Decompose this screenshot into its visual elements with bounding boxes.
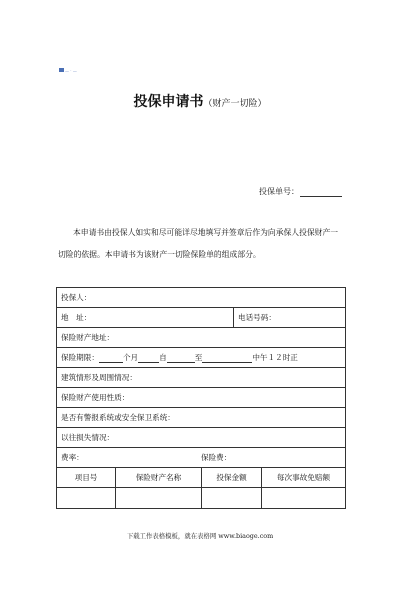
property-name-input[interactable] — [115, 488, 201, 508]
row-loss-history — [57, 428, 345, 448]
alarm-label: 是否有警报系统或安全保卫系统： — [61, 413, 175, 422]
page-title — [0, 91, 400, 111]
period-pre-from-blank[interactable] — [138, 353, 159, 363]
document-logo-icon — [59, 68, 64, 72]
row-property-address — [57, 328, 345, 348]
title-sub: （财产一切险） — [203, 99, 267, 109]
row-insured — [57, 288, 345, 308]
period-months-blank[interactable] — [99, 353, 123, 363]
column-insured-amount: 投保金额 — [201, 468, 261, 487]
period-from-blank[interactable] — [167, 353, 195, 363]
phone-cell — [233, 308, 345, 327]
period-label: 保险期限： — [61, 353, 99, 362]
row-rate-premium — [57, 448, 345, 468]
title-main: 投保申请书 — [133, 94, 204, 110]
policy-number-label: 投保单号： — [259, 187, 299, 196]
phone-label: 电话号码： — [238, 313, 276, 322]
column-deductible: 每次事故免赔额 — [261, 468, 345, 487]
row-alarm — [57, 408, 345, 428]
loss-history-label: 以往损失情况： — [61, 433, 115, 442]
column-item-no: 项目号 — [74, 473, 98, 482]
rate-label: 费率： — [61, 453, 84, 462]
document-logo — [59, 67, 77, 73]
policy-number-blank[interactable] — [300, 187, 342, 197]
column-property-name: 保险财产名称 — [115, 468, 201, 487]
deductible-input[interactable] — [261, 488, 345, 508]
usage-label: 保险财产使用性质： — [61, 393, 130, 402]
period-months-label: 个月 — [122, 353, 139, 362]
address-label: 地 址： — [61, 313, 92, 322]
premium-label: 保险费： — [201, 453, 232, 462]
property-address-label: 保险财产地址： — [61, 333, 115, 342]
row-usage — [57, 388, 345, 408]
table-header — [57, 468, 345, 488]
insured-label: 投保人： — [61, 293, 92, 302]
document-logo-text: — · — — [65, 67, 77, 73]
table-row — [57, 488, 345, 508]
period-from-label: 自 — [159, 353, 167, 362]
row-address — [57, 308, 345, 328]
building-label: 建筑情形及周围情况： — [61, 373, 137, 382]
insured-amount-input[interactable] — [201, 488, 261, 508]
row-period — [57, 348, 345, 368]
premium-cell — [197, 448, 345, 467]
rate-cell — [57, 448, 197, 467]
row-building — [57, 368, 345, 388]
item-no-input[interactable] — [57, 488, 115, 508]
period-to-label: 至 — [194, 353, 203, 362]
period-to-blank[interactable] — [202, 353, 252, 363]
application-form — [56, 287, 346, 509]
period-end-label: 中午１２时正 — [252, 353, 298, 362]
intro-paragraph: 本申请书由投保人如实和尽可能详尽地填写并签章后作为向承保人投保财产一切险的依据。本申请书为该财产一切险保险单的组成部分。 — [58, 228, 339, 259]
address-cell — [57, 308, 233, 327]
policy-number — [259, 186, 342, 197]
page-footer: 下载工作表格模板，就在表格网 www.biaoge.com — [126, 532, 274, 540]
